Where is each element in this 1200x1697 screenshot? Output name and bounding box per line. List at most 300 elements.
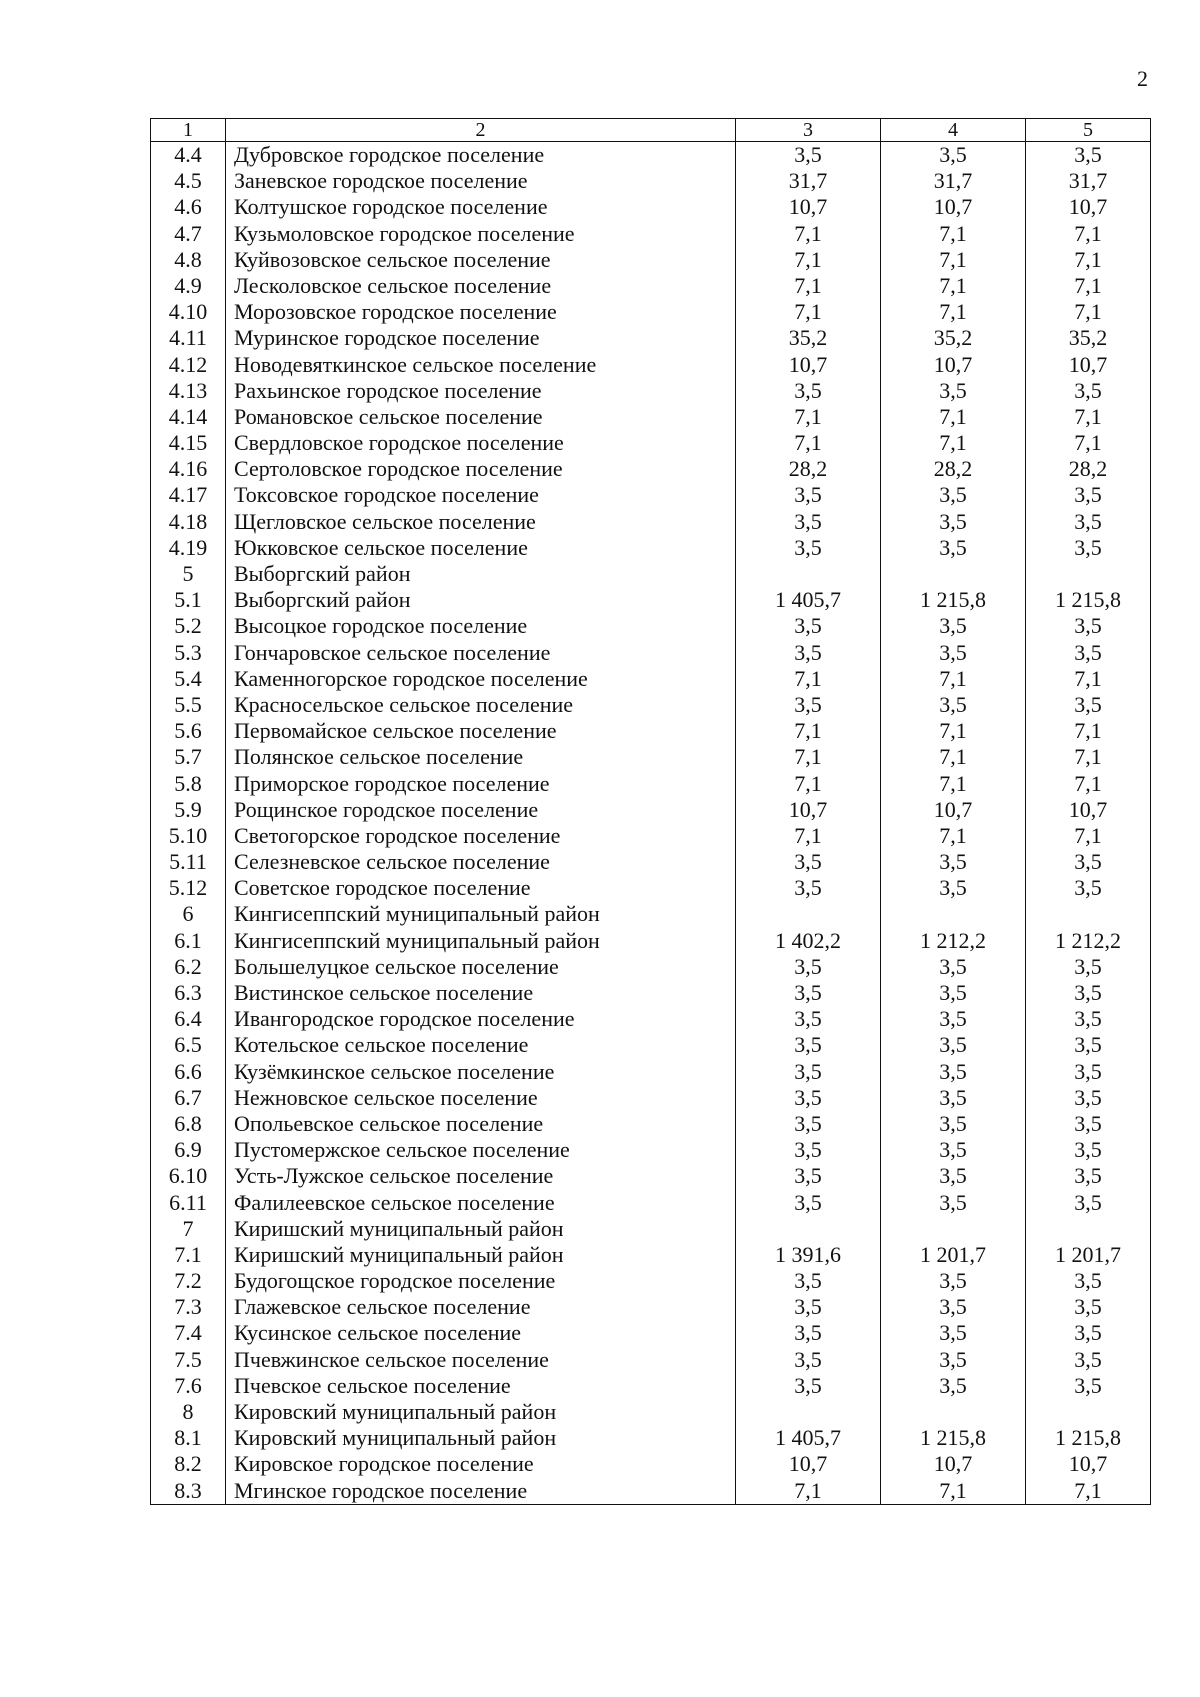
row-number-cell: 5.2 bbox=[151, 613, 226, 639]
value-column-4-cell: 3,5 bbox=[881, 1373, 1026, 1399]
municipality-name-cell: Кингисеппский муниципальный район bbox=[226, 928, 736, 954]
value-column-4-cell: 3,5 bbox=[881, 875, 1026, 901]
value-column-5-cell: 7,1 bbox=[1026, 273, 1151, 299]
value-column-5-cell: 7,1 bbox=[1026, 1478, 1151, 1505]
table-header bbox=[151, 119, 1151, 142]
column-header-1: 1 bbox=[151, 119, 226, 142]
table-row bbox=[151, 980, 1151, 1006]
value-column-5-cell: 7,1 bbox=[1026, 744, 1151, 770]
value-column-4-cell: 7,1 bbox=[881, 404, 1026, 430]
municipality-name-cell: Кусинское сельское поселение bbox=[226, 1320, 736, 1346]
table-row bbox=[151, 640, 1151, 666]
value-column-4-cell: 3,5 bbox=[881, 1032, 1026, 1058]
value-column-3-cell: 1 391,6 bbox=[736, 1242, 881, 1268]
row-number-cell: 6.9 bbox=[151, 1137, 226, 1163]
row-number-cell: 8.3 bbox=[151, 1478, 226, 1505]
value-column-5-cell bbox=[1026, 1216, 1151, 1242]
municipality-name-cell: Мгинское городское поселение bbox=[226, 1478, 736, 1505]
municipality-name-cell: Усть-Лужское сельское поселение bbox=[226, 1163, 736, 1189]
row-number-cell: 8.1 bbox=[151, 1425, 226, 1451]
table-row bbox=[151, 928, 1151, 954]
row-number-cell: 7.6 bbox=[151, 1373, 226, 1399]
table-row bbox=[151, 1111, 1151, 1137]
value-column-4-cell: 10,7 bbox=[881, 194, 1026, 220]
row-number-cell: 6 bbox=[151, 901, 226, 927]
value-column-4-cell: 3,5 bbox=[881, 613, 1026, 639]
value-column-3-cell: 3,5 bbox=[736, 142, 881, 169]
value-column-5-cell: 3,5 bbox=[1026, 1320, 1151, 1346]
municipality-name-cell: Романовское сельское поселение bbox=[226, 404, 736, 430]
value-column-3-cell: 3,5 bbox=[736, 692, 881, 718]
value-column-5-cell: 3,5 bbox=[1026, 1032, 1151, 1058]
table-row bbox=[151, 273, 1151, 299]
table-row bbox=[151, 1190, 1151, 1216]
value-column-3-cell: 7,1 bbox=[736, 247, 881, 273]
table-row bbox=[151, 168, 1151, 194]
value-column-3-cell: 3,5 bbox=[736, 849, 881, 875]
municipality-name-cell: Пустомержское сельское поселение bbox=[226, 1137, 736, 1163]
value-column-4-cell: 10,7 bbox=[881, 797, 1026, 823]
row-number-cell: 7.1 bbox=[151, 1242, 226, 1268]
row-number-cell: 4.4 bbox=[151, 142, 226, 169]
row-number-cell: 7.4 bbox=[151, 1320, 226, 1346]
value-column-3-cell: 3,5 bbox=[736, 613, 881, 639]
row-number-cell: 5.11 bbox=[151, 849, 226, 875]
table-row bbox=[151, 666, 1151, 692]
table-row bbox=[151, 692, 1151, 718]
row-number-cell: 6.11 bbox=[151, 1190, 226, 1216]
value-column-5-cell: 7,1 bbox=[1026, 430, 1151, 456]
value-column-3-cell: 3,5 bbox=[736, 1085, 881, 1111]
value-column-3-cell: 3,5 bbox=[736, 1111, 881, 1137]
table-row bbox=[151, 587, 1151, 613]
municipality-name-cell: Юкковское сельское поселение bbox=[226, 535, 736, 561]
value-column-4-cell: 3,5 bbox=[881, 1111, 1026, 1137]
value-column-3-cell: 3,5 bbox=[736, 1190, 881, 1216]
value-column-3-cell: 10,7 bbox=[736, 1451, 881, 1477]
value-column-3-cell: 3,5 bbox=[736, 1268, 881, 1294]
value-column-4-cell: 3,5 bbox=[881, 692, 1026, 718]
value-column-5-cell: 3,5 bbox=[1026, 954, 1151, 980]
row-number-cell: 4.6 bbox=[151, 194, 226, 220]
page-number: 2 bbox=[1137, 66, 1148, 91]
value-column-3-cell bbox=[736, 1216, 881, 1242]
value-column-5-cell: 7,1 bbox=[1026, 299, 1151, 325]
value-column-5-cell bbox=[1026, 561, 1151, 587]
value-column-3-cell: 10,7 bbox=[736, 352, 881, 378]
value-column-4-cell: 3,5 bbox=[881, 1163, 1026, 1189]
value-column-3-cell: 3,5 bbox=[736, 640, 881, 666]
value-column-5-cell: 3,5 bbox=[1026, 1085, 1151, 1111]
value-column-3-cell: 3,5 bbox=[736, 509, 881, 535]
value-column-4-cell: 3,5 bbox=[881, 142, 1026, 169]
table-row bbox=[151, 771, 1151, 797]
value-column-5-cell bbox=[1026, 1399, 1151, 1425]
table-row bbox=[151, 221, 1151, 247]
municipality-name-cell: Высоцкое городское поселение bbox=[226, 613, 736, 639]
municipality-name-cell: Сертоловское городское поселение bbox=[226, 456, 736, 482]
row-number-cell: 4.19 bbox=[151, 535, 226, 561]
table-row bbox=[151, 561, 1151, 587]
table-row bbox=[151, 901, 1151, 927]
value-column-3-cell: 3,5 bbox=[736, 1059, 881, 1085]
value-column-5-cell: 1 215,8 bbox=[1026, 587, 1151, 613]
table-row bbox=[151, 1268, 1151, 1294]
value-column-4-cell: 7,1 bbox=[881, 718, 1026, 744]
value-column-4-cell: 7,1 bbox=[881, 273, 1026, 299]
value-column-3-cell: 10,7 bbox=[736, 797, 881, 823]
value-column-3-cell: 3,5 bbox=[736, 1347, 881, 1373]
value-column-5-cell: 3,5 bbox=[1026, 378, 1151, 404]
municipality-name-cell: Муринское городское поселение bbox=[226, 325, 736, 351]
value-column-3-cell: 31,7 bbox=[736, 168, 881, 194]
row-number-cell: 5.6 bbox=[151, 718, 226, 744]
row-number-cell: 6.2 bbox=[151, 954, 226, 980]
municipality-name-cell: Селезневское сельское поселение bbox=[226, 849, 736, 875]
table-row bbox=[151, 247, 1151, 273]
value-column-5-cell: 7,1 bbox=[1026, 247, 1151, 273]
value-column-4-cell: 28,2 bbox=[881, 456, 1026, 482]
row-number-cell: 4.11 bbox=[151, 325, 226, 351]
value-column-4-cell bbox=[881, 1216, 1026, 1242]
value-column-5-cell: 3,5 bbox=[1026, 535, 1151, 561]
table-row bbox=[151, 194, 1151, 220]
value-column-5-cell: 1 201,7 bbox=[1026, 1242, 1151, 1268]
table-row bbox=[151, 1320, 1151, 1346]
value-column-5-cell: 35,2 bbox=[1026, 325, 1151, 351]
value-column-5-cell: 3,5 bbox=[1026, 875, 1151, 901]
row-number-cell: 4.12 bbox=[151, 352, 226, 378]
row-number-cell: 7.3 bbox=[151, 1294, 226, 1320]
row-number-cell: 4.7 bbox=[151, 221, 226, 247]
value-column-4-cell: 7,1 bbox=[881, 744, 1026, 770]
municipality-name-cell: Кузьмоловское городское поселение bbox=[226, 221, 736, 247]
value-column-4-cell: 7,1 bbox=[881, 221, 1026, 247]
value-column-4-cell: 7,1 bbox=[881, 823, 1026, 849]
value-column-5-cell: 1 212,2 bbox=[1026, 928, 1151, 954]
value-column-5-cell: 3,5 bbox=[1026, 849, 1151, 875]
table-row bbox=[151, 1373, 1151, 1399]
value-column-5-cell: 3,5 bbox=[1026, 640, 1151, 666]
table-row bbox=[151, 430, 1151, 456]
table-row bbox=[151, 1006, 1151, 1032]
value-column-5-cell: 7,1 bbox=[1026, 823, 1151, 849]
row-number-cell: 4.10 bbox=[151, 299, 226, 325]
municipality-name-cell: Рощинское городское поселение bbox=[226, 797, 736, 823]
row-number-cell: 6.3 bbox=[151, 980, 226, 1006]
row-number-cell: 4.5 bbox=[151, 168, 226, 194]
value-column-5-cell: 7,1 bbox=[1026, 404, 1151, 430]
municipality-name-cell: Ивангородское городское поселение bbox=[226, 1006, 736, 1032]
municipality-name-cell: Полянское сельское поселение bbox=[226, 744, 736, 770]
municipality-name-cell: Кингисеппский муниципальный район bbox=[226, 901, 736, 927]
value-column-4-cell bbox=[881, 561, 1026, 587]
table-row bbox=[151, 1242, 1151, 1268]
value-column-4-cell: 3,5 bbox=[881, 1085, 1026, 1111]
value-column-5-cell: 3,5 bbox=[1026, 1294, 1151, 1320]
value-column-3-cell: 3,5 bbox=[736, 1294, 881, 1320]
value-column-4-cell: 3,5 bbox=[881, 1347, 1026, 1373]
value-column-4-cell: 31,7 bbox=[881, 168, 1026, 194]
municipality-name-cell: Выборгский район bbox=[226, 587, 736, 613]
value-column-3-cell: 7,1 bbox=[736, 666, 881, 692]
value-column-4-cell: 3,5 bbox=[881, 378, 1026, 404]
municipality-name-cell: Лесколовское сельское поселение bbox=[226, 273, 736, 299]
municipality-name-cell: Вистинское сельское поселение bbox=[226, 980, 736, 1006]
table-row bbox=[151, 1399, 1151, 1425]
value-column-5-cell: 3,5 bbox=[1026, 1373, 1151, 1399]
row-number-cell: 7 bbox=[151, 1216, 226, 1242]
municipality-name-cell: Рахьинское городское поселение bbox=[226, 378, 736, 404]
table-row bbox=[151, 954, 1151, 980]
column-header-4: 4 bbox=[881, 119, 1026, 142]
municipality-name-cell: Глажевское сельское поселение bbox=[226, 1294, 736, 1320]
table-row bbox=[151, 1216, 1151, 1242]
row-number-cell: 5.1 bbox=[151, 587, 226, 613]
municipality-name-cell: Красносельское сельское поселение bbox=[226, 692, 736, 718]
table-row bbox=[151, 823, 1151, 849]
value-column-3-cell: 3,5 bbox=[736, 954, 881, 980]
value-column-4-cell: 1 212,2 bbox=[881, 928, 1026, 954]
municipality-name-cell: Первомайское сельское поселение bbox=[226, 718, 736, 744]
value-column-4-cell: 3,5 bbox=[881, 1006, 1026, 1032]
value-column-4-cell: 7,1 bbox=[881, 430, 1026, 456]
table-row bbox=[151, 613, 1151, 639]
value-column-3-cell: 3,5 bbox=[736, 980, 881, 1006]
value-column-5-cell: 3,5 bbox=[1026, 1268, 1151, 1294]
value-column-5-cell: 3,5 bbox=[1026, 1347, 1151, 1373]
table-row bbox=[151, 1163, 1151, 1189]
table-row bbox=[151, 797, 1151, 823]
value-column-4-cell: 3,5 bbox=[881, 1294, 1026, 1320]
table-row bbox=[151, 718, 1151, 744]
municipality-name-cell: Светогорское городское поселение bbox=[226, 823, 736, 849]
municipality-name-cell: Кировский муниципальный район bbox=[226, 1399, 736, 1425]
table-row bbox=[151, 482, 1151, 508]
value-column-5-cell: 7,1 bbox=[1026, 718, 1151, 744]
row-number-cell: 5.4 bbox=[151, 666, 226, 692]
value-column-5-cell: 3,5 bbox=[1026, 1006, 1151, 1032]
value-column-5-cell: 3,5 bbox=[1026, 980, 1151, 1006]
value-column-5-cell: 3,5 bbox=[1026, 482, 1151, 508]
column-header-3: 3 bbox=[736, 119, 881, 142]
value-column-5-cell: 3,5 bbox=[1026, 1059, 1151, 1085]
municipality-name-cell: Гончаровское сельское поселение bbox=[226, 640, 736, 666]
value-column-3-cell: 7,1 bbox=[736, 404, 881, 430]
municipality-name-cell: Будогощское городское поселение bbox=[226, 1268, 736, 1294]
municipality-name-cell: Свердловское городское поселение bbox=[226, 430, 736, 456]
value-column-3-cell: 3,5 bbox=[736, 1137, 881, 1163]
row-number-cell: 4.17 bbox=[151, 482, 226, 508]
value-column-4-cell: 3,5 bbox=[881, 1320, 1026, 1346]
value-column-3-cell: 7,1 bbox=[736, 823, 881, 849]
table-row bbox=[151, 1059, 1151, 1085]
value-column-5-cell: 3,5 bbox=[1026, 692, 1151, 718]
row-number-cell: 8.2 bbox=[151, 1451, 226, 1477]
municipality-name-cell: Заневское городское поселение bbox=[226, 168, 736, 194]
row-number-cell: 5.12 bbox=[151, 875, 226, 901]
value-column-3-cell: 7,1 bbox=[736, 221, 881, 247]
value-column-4-cell: 3,5 bbox=[881, 849, 1026, 875]
municipality-name-cell: Нежновское сельское поселение bbox=[226, 1085, 736, 1111]
table-row bbox=[151, 1137, 1151, 1163]
value-column-3-cell: 3,5 bbox=[736, 535, 881, 561]
value-column-4-cell: 7,1 bbox=[881, 771, 1026, 797]
value-column-4-cell: 3,5 bbox=[881, 1268, 1026, 1294]
column-header-2: 2 bbox=[226, 119, 736, 142]
row-number-cell: 6.10 bbox=[151, 1163, 226, 1189]
value-column-4-cell bbox=[881, 901, 1026, 927]
row-number-cell: 6.1 bbox=[151, 928, 226, 954]
value-column-4-cell: 1 201,7 bbox=[881, 1242, 1026, 1268]
municipality-name-cell: Каменногорское городское поселение bbox=[226, 666, 736, 692]
value-column-3-cell: 3,5 bbox=[736, 875, 881, 901]
municipality-name-cell: Кировское городское поселение bbox=[226, 1451, 736, 1477]
value-column-4-cell: 35,2 bbox=[881, 325, 1026, 351]
value-column-3-cell: 7,1 bbox=[736, 430, 881, 456]
municipality-name-cell: Пчевжинское сельское поселение bbox=[226, 1347, 736, 1373]
value-column-4-cell: 7,1 bbox=[881, 247, 1026, 273]
row-number-cell: 4.9 bbox=[151, 273, 226, 299]
table-row bbox=[151, 404, 1151, 430]
value-column-3-cell: 1 402,2 bbox=[736, 928, 881, 954]
allocation-table-container bbox=[150, 118, 1150, 1505]
municipality-name-cell: Морозовское городское поселение bbox=[226, 299, 736, 325]
allocation-table bbox=[150, 118, 1151, 1505]
value-column-4-cell: 7,1 bbox=[881, 1478, 1026, 1505]
table-row bbox=[151, 1294, 1151, 1320]
municipality-name-cell: Котельское сельское поселение bbox=[226, 1032, 736, 1058]
municipality-name-cell: Токсовское городское поселение bbox=[226, 482, 736, 508]
value-column-5-cell: 3,5 bbox=[1026, 1190, 1151, 1216]
header-row bbox=[151, 119, 1151, 142]
table-row bbox=[151, 744, 1151, 770]
row-number-cell: 4.14 bbox=[151, 404, 226, 430]
municipality-name-cell: Приморское городское поселение bbox=[226, 771, 736, 797]
value-column-3-cell: 35,2 bbox=[736, 325, 881, 351]
value-column-3-cell: 3,5 bbox=[736, 482, 881, 508]
value-column-4-cell: 3,5 bbox=[881, 482, 1026, 508]
value-column-3-cell: 7,1 bbox=[736, 273, 881, 299]
table-row bbox=[151, 299, 1151, 325]
value-column-5-cell: 3,5 bbox=[1026, 1163, 1151, 1189]
row-number-cell: 6.5 bbox=[151, 1032, 226, 1058]
table-row bbox=[151, 352, 1151, 378]
municipality-name-cell: Колтушское городское поселение bbox=[226, 194, 736, 220]
row-number-cell: 6.8 bbox=[151, 1111, 226, 1137]
value-column-3-cell: 3,5 bbox=[736, 1163, 881, 1189]
value-column-3-cell: 7,1 bbox=[736, 744, 881, 770]
value-column-4-cell: 3,5 bbox=[881, 980, 1026, 1006]
table-row bbox=[151, 325, 1151, 351]
row-number-cell: 5.9 bbox=[151, 797, 226, 823]
municipality-name-cell: Щегловское сельское поселение bbox=[226, 509, 736, 535]
value-column-3-cell bbox=[736, 1399, 881, 1425]
value-column-4-cell: 3,5 bbox=[881, 640, 1026, 666]
municipality-name-cell: Новодевяткинское сельское поселение bbox=[226, 352, 736, 378]
value-column-5-cell: 3,5 bbox=[1026, 509, 1151, 535]
table-row bbox=[151, 1478, 1151, 1505]
value-column-5-cell: 3,5 bbox=[1026, 142, 1151, 169]
row-number-cell: 5.8 bbox=[151, 771, 226, 797]
value-column-3-cell: 3,5 bbox=[736, 378, 881, 404]
value-column-4-cell: 3,5 bbox=[881, 954, 1026, 980]
value-column-3-cell: 7,1 bbox=[736, 771, 881, 797]
value-column-4-cell: 10,7 bbox=[881, 352, 1026, 378]
table-row bbox=[151, 456, 1151, 482]
row-number-cell: 7.2 bbox=[151, 1268, 226, 1294]
row-number-cell: 4.8 bbox=[151, 247, 226, 273]
value-column-4-cell bbox=[881, 1399, 1026, 1425]
row-number-cell: 6.4 bbox=[151, 1006, 226, 1032]
table-row bbox=[151, 875, 1151, 901]
row-number-cell: 7.5 bbox=[151, 1347, 226, 1373]
value-column-5-cell: 28,2 bbox=[1026, 456, 1151, 482]
value-column-3-cell: 7,1 bbox=[736, 718, 881, 744]
value-column-3-cell: 7,1 bbox=[736, 1478, 881, 1505]
value-column-4-cell: 10,7 bbox=[881, 1451, 1026, 1477]
row-number-cell: 4.16 bbox=[151, 456, 226, 482]
row-number-cell: 5.7 bbox=[151, 744, 226, 770]
row-number-cell: 5.10 bbox=[151, 823, 226, 849]
municipality-name-cell: Опольевское сельское поселение bbox=[226, 1111, 736, 1137]
value-column-3-cell: 1 405,7 bbox=[736, 1425, 881, 1451]
value-column-5-cell: 3,5 bbox=[1026, 1137, 1151, 1163]
value-column-4-cell: 3,5 bbox=[881, 1059, 1026, 1085]
value-column-5-cell: 3,5 bbox=[1026, 613, 1151, 639]
municipality-name-cell: Кировский муниципальный район bbox=[226, 1425, 736, 1451]
value-column-3-cell bbox=[736, 561, 881, 587]
value-column-5-cell: 7,1 bbox=[1026, 221, 1151, 247]
municipality-name-cell: Большелуцкое сельское поселение bbox=[226, 954, 736, 980]
value-column-3-cell bbox=[736, 901, 881, 927]
table-row bbox=[151, 1451, 1151, 1477]
municipality-name-cell: Киришский муниципальный район bbox=[226, 1242, 736, 1268]
value-column-4-cell: 7,1 bbox=[881, 666, 1026, 692]
value-column-5-cell: 3,5 bbox=[1026, 1111, 1151, 1137]
row-number-cell: 5.3 bbox=[151, 640, 226, 666]
table-row bbox=[151, 1425, 1151, 1451]
value-column-5-cell: 10,7 bbox=[1026, 194, 1151, 220]
table-row bbox=[151, 849, 1151, 875]
value-column-3-cell: 3,5 bbox=[736, 1373, 881, 1399]
value-column-5-cell: 7,1 bbox=[1026, 666, 1151, 692]
municipality-name-cell: Советское городское поселение bbox=[226, 875, 736, 901]
table-row bbox=[151, 142, 1151, 169]
municipality-name-cell: Дубровское городское поселение bbox=[226, 142, 736, 169]
value-column-4-cell: 3,5 bbox=[881, 535, 1026, 561]
value-column-5-cell: 1 215,8 bbox=[1026, 1425, 1151, 1451]
table-row bbox=[151, 378, 1151, 404]
value-column-5-cell: 10,7 bbox=[1026, 797, 1151, 823]
row-number-cell: 6.6 bbox=[151, 1059, 226, 1085]
value-column-5-cell: 31,7 bbox=[1026, 168, 1151, 194]
column-header-5: 5 bbox=[1026, 119, 1151, 142]
value-column-4-cell: 3,5 bbox=[881, 1137, 1026, 1163]
value-column-3-cell: 3,5 bbox=[736, 1320, 881, 1346]
row-number-cell: 4.15 bbox=[151, 430, 226, 456]
value-column-4-cell: 1 215,8 bbox=[881, 1425, 1026, 1451]
value-column-5-cell: 10,7 bbox=[1026, 1451, 1151, 1477]
value-column-5-cell: 10,7 bbox=[1026, 352, 1151, 378]
value-column-3-cell: 28,2 bbox=[736, 456, 881, 482]
table-row bbox=[151, 1032, 1151, 1058]
table-row bbox=[151, 535, 1151, 561]
municipality-name-cell: Пчевское сельское поселение bbox=[226, 1373, 736, 1399]
table-body bbox=[151, 142, 1151, 1505]
row-number-cell: 4.18 bbox=[151, 509, 226, 535]
municipality-name-cell: Фалилеевское сельское поселение bbox=[226, 1190, 736, 1216]
